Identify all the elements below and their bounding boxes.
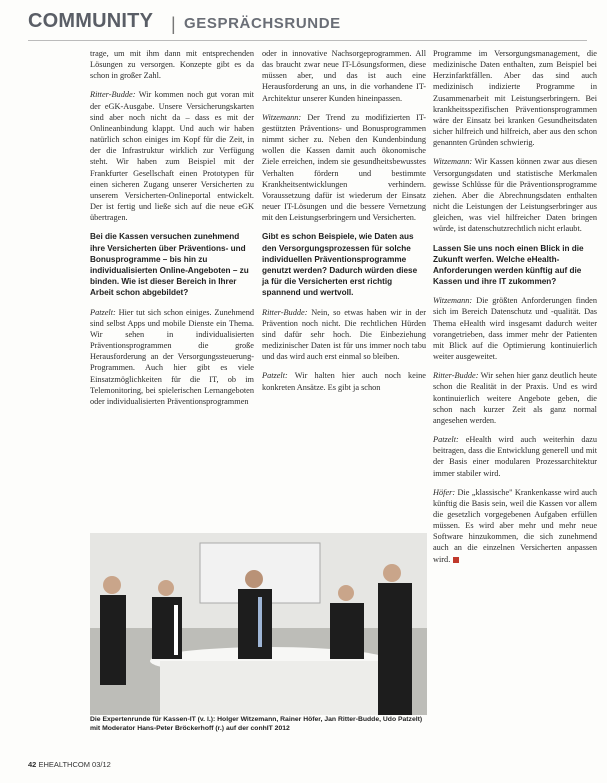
text-column-1 — [90, 48, 254, 415]
paragraph-text: Die „klassische" Krankenkasse wird auch künftig die Basis sein, weil die Kassen vor allem die gesetzlich vorgegebenen Aufgaben erfüllen müssen. Es wird aber mehr und mehr neue Software hinzukommen, die sich zunehmend auch an die einzelnen Versicherten anpassen wird. — [433, 487, 597, 564]
paragraph-text: Nein, so etwas haben wir in der Prävention noch nicht. Die rechtlichen Hürden sind dafür sehr hoch. Die Einbeziehung medizinischer Daten ist für uns immer noch tabu und das wird auch erst einmal so bleiben. — [262, 307, 426, 362]
text-column-3 — [433, 48, 597, 573]
body-paragraph — [433, 295, 597, 362]
paragraph-text: Programme im Versorgungsmanagement, die medizinische Daten enthalten, zum Beispiel bei Herzinfarktfällen. Aber das sind auch medizinisch indizierte Programme in Zusammenarbeit mit Leistungserbringern. Bei krankheitsspezifischen Präventionsprogrammen wäre der Einsatz bei kranken Gesundheitsdaten sicher hilfreich und hilfreich, aber aus den schon genannten Gründen schwierig. — [433, 49, 597, 148]
interview-question: Gibt es schon Beispiele, wie Daten aus den Versorgungsprozessen für solche individuellen Präventionsprogramme genutzt werden? Dadurch würden diese ja für die Versicherten erst richtig spannend und wertvoll. — [262, 232, 418, 298]
interview-question: Lassen Sie uns noch einen Blick in die Zukunft werfen. Welche eHealth-Anforderungen werden künftig auf die Kassen und ihre IT zukommen? — [433, 243, 584, 287]
body-paragraph — [433, 370, 597, 426]
header-separator: | — [171, 14, 176, 34]
interview-question: Bei die Kassen versuchen zunehmend ihre Versicherten über Präventions- und Bonusprogramme – bis hin zu individualisierten Online-Angeboten – zu binden. Wie ist dieser Bereich in Ihrer Arbeit schon abgebildet? — [90, 232, 249, 298]
speaker-name: Ritter-Budde: — [433, 371, 479, 381]
body-paragraph — [90, 307, 254, 407]
article-end-mark — [453, 557, 459, 563]
photo-illustration — [90, 533, 427, 715]
section-subtitle: GESPRÄCHSRUNDE — [184, 15, 341, 32]
paragraph-text: Der Trend zu modifizierten IT-gestützten Präventions- und Bonusprogrammen nimmt sicher zu. Neben den Kundenbindung wollen die Kassen damit auch ökonomische Ziele erreichen, indem sie gesundheitsbewusstes Verhalten fördern und bestimmte Krankheitsentwicklungen verhindern. Voraussetzung dafür ist wiederum der Einsatz neuer IT-Lösungen und die bessere Vernetzung mit den Leistungserbringern und Versicherten. — [262, 112, 426, 223]
body-paragraph — [262, 112, 426, 224]
body-paragraph — [90, 89, 254, 223]
paragraph-text: Wir kommen noch gut voran mit der eGK-Ausgabe. Unsere Versicherungskarten sind aber noch nicht da – dass es mit der Onlineanbindung klappt. Und auch wir haben natürlich schon einiges im Kopf für die Zeit, in der die Infrastruktur wirklich zur Verfügung steht. Wir haben zum Beispiel mit der Frankfurter Gesellschaft einen Prototypen für einen sicheren Zugang unserer Versicherten zu unserem Versicherten-Onlineportal entwickelt. Der ist fertig und ließe sich auf die neue eGK übertragen. — [90, 90, 254, 223]
photo-caption: Die Expertenrunde für Kassen-IT (v. l.): Holger Witzemann, Rainer Höfer, Jan Ritter-Budde, Udo Patzelt) mit Moderator Hans-Peter Bröckerhoff (r.) auf der conhIT 2012 — [90, 716, 423, 732]
body-paragraph — [433, 434, 597, 479]
body-paragraph — [262, 48, 426, 104]
paragraph-text: Wir Kassen können zwar aus diesen Versorgungsdaten und statistische Merkmalen gewisse Schlüsse für die Präventionsprogramme ziehen. Aber die Abrechnungsdaten enthalten nicht die Leistungen der Leistungserbringer aus gleichen, was viel hilfreicher Daten bringen würde, ist datenschutzrechtlich nicht erlaubt. — [433, 157, 597, 234]
article-photo — [90, 533, 427, 715]
text-column-2 — [262, 48, 426, 401]
page-header — [28, 10, 587, 38]
paragraph-text: Wir sehen hier ganz deutlich heute schon die Realität in der Praxis. Und es wird kontinuierlich weitere Angebote geben, die schon nach kurzer Zeit als ganz normal angesehen werden. — [433, 371, 597, 425]
body-paragraph — [433, 48, 597, 148]
speaker-name: Patzelt: — [90, 307, 116, 317]
section-title: COMMUNITY — [28, 10, 154, 32]
page-number: 42 — [28, 760, 37, 769]
speaker-name: Patzelt: — [262, 371, 288, 381]
body-paragraph — [433, 487, 597, 565]
body-paragraph — [262, 370, 426, 392]
paragraph-text: eHealth wird auch weiterhin dazu beitragen, dass die Entwicklung generell und mit der Basis einer modularen Prozessarchitektur immer stabiler wird. — [433, 435, 597, 478]
magazine-issue: EHEALTHCOM 03/12 — [38, 760, 111, 769]
paragraph-text: Wir halten hier auch noch keine konkreten Ansätze. Es gibt ja schon — [262, 371, 426, 392]
body-paragraph — [90, 48, 254, 81]
body-paragraph — [433, 156, 597, 234]
body-paragraph — [262, 307, 426, 363]
paragraph-text: trage, um mit ihm dann mit entsprechenden Lösungen zu versorgen. Konzepte gibt es da schon in großer Zahl. — [90, 49, 254, 81]
paragraph-text: Hier tut sich schon einiges. Zunehmend sind selbst Apps und mobile Dienste ein Thema. Wir sehen in individualisierten Präventionsprogrammen die große Herausforderung an der Versorgungssteuerung-Programmen. Auch hier gibt es viele Einsatzmöglichkeiten für die IT, ob im Telemonitoring, bei spielerischen Lernangeboten oder individualisierten Präventionsprogrammen — [90, 307, 254, 406]
header-rule — [28, 40, 587, 41]
paragraph-text: oder in innovative Nachsorgeprogrammen. All das braucht zwar neue IT-Lösungsformen, diese müssen aber, und das ist auch eine Herausforderung an uns, in die vorhandene IT-Architektur unserer Kunden hineinpassen. — [262, 49, 426, 103]
speaker-name: Höfer: — [433, 487, 456, 497]
page-footer — [28, 760, 111, 769]
speaker-name: Witzemann: — [433, 296, 473, 306]
speaker-name: Witzemann: — [262, 112, 302, 122]
speaker-name: Ritter-Budde: — [90, 90, 136, 100]
speaker-name: Patzelt: — [433, 435, 459, 445]
speaker-name: Witzemann: — [433, 157, 473, 167]
paragraph-text: Die größten Anforderungen finden sich im Bereich Datenschutz und -qualität. Das Thema eHealth wird insgesamt dadurch weiter vorangetrieben, dass immer mehr der Patienten mit Blick auf die Optimierung kontinuierlich weiter ausgeweitet. — [433, 296, 597, 362]
speaker-name: Ritter-Budde: — [262, 307, 308, 317]
